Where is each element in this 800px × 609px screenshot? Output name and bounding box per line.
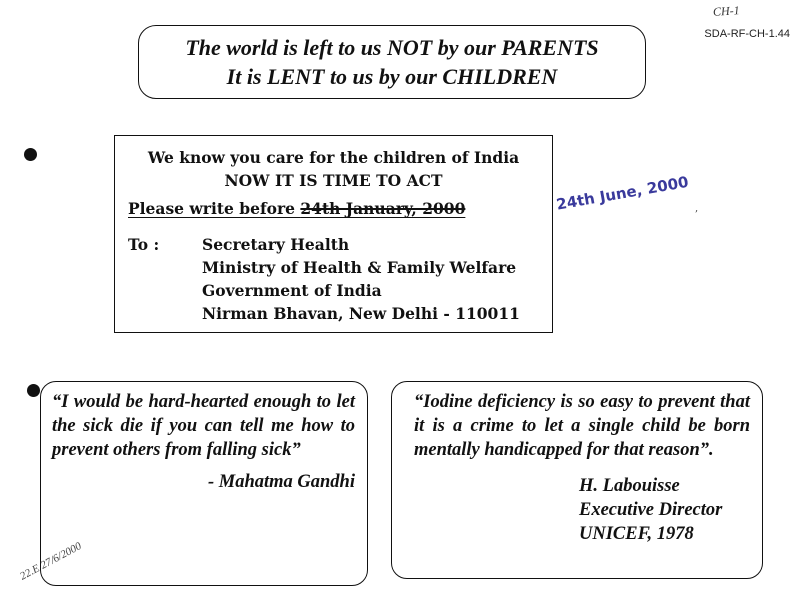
date-stamp: 24th June, 2000: [555, 172, 690, 214]
deadline-struck-date: 24th January, 2000: [300, 199, 466, 218]
gandhi-quote-text: “I would be hard-hearted enough to let the sick die if you can tell me how to prevent others from falling sick”: [52, 392, 355, 460]
deadline-prefix: Please write before: [128, 199, 301, 218]
bullet-point: [27, 384, 40, 397]
address-line: Government of India: [202, 281, 382, 300]
appeal-box: [114, 135, 553, 333]
stray-mark: ,: [695, 203, 699, 214]
gandhi-quote-author: - Mahatma Gandhi: [207, 472, 355, 492]
author-name: H. Labouisse: [579, 476, 680, 496]
address-line: Ministry of Health & Family Welfare: [202, 258, 517, 277]
motto-line-2: It is LENT to us by our CHILDREN: [226, 64, 558, 89]
motto-line-1: The world is left to us NOT by our PARENTS: [185, 35, 599, 60]
author-organization: UNICEF, 1978: [579, 524, 694, 544]
handwritten-code: CH-1: [712, 3, 741, 19]
author-title: Executive Director: [579, 500, 723, 520]
bullet-point: [24, 148, 37, 161]
appeal-line-1: We know you care for the children of India: [147, 148, 520, 167]
deadline-line: [128, 197, 465, 220]
address-block: [202, 233, 520, 325]
appeal-line-2: NOW IT IS TIME TO ACT: [224, 171, 443, 190]
to-label: To :: [128, 235, 160, 254]
corner-note: [680, 2, 790, 40]
gandhi-quote-box: [40, 381, 368, 586]
address-line: Secretary Health: [202, 235, 350, 254]
document-reference: SDA-RF-CH-1.44: [704, 28, 790, 40]
motto-box: [138, 25, 646, 99]
address-line: Nirman Bhavan, New Delhi - 110011: [202, 304, 520, 323]
labouisse-quote-box: [391, 381, 763, 579]
labouisse-author-block: [579, 474, 750, 546]
labouisse-quote-text: “Iodine deficiency is so easy to prevent that it is a crime to let a single child be born mentally handicapped for that reason”.: [414, 392, 750, 460]
margin-scribble: 22.E 27/6/2000: [18, 540, 84, 583]
